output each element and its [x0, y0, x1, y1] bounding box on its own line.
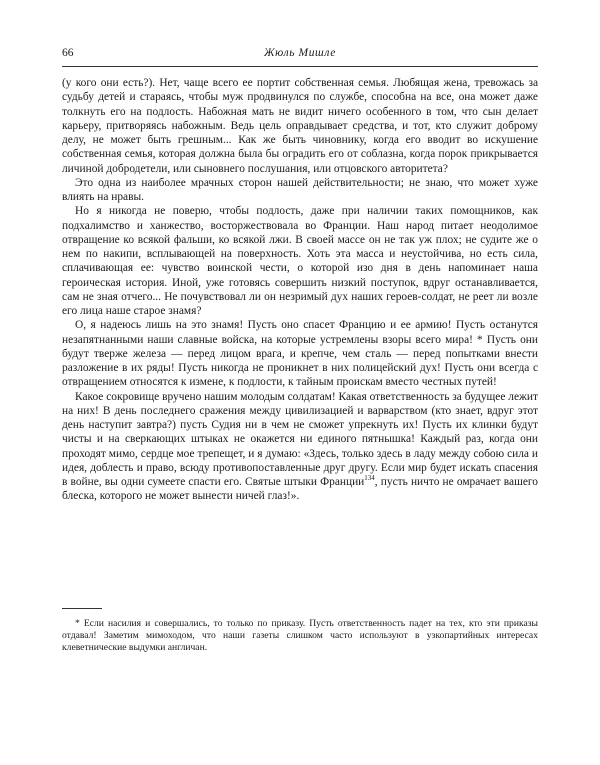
- paragraph: (у кого они есть?). Нет, чаще всего ее портит собственная семья. Любящая жена, тревожась за судьбу детей и стараясь, чтобы муж продвинулся по службе, способна на все, она может даже толкнуть его на подлость. Набожная мать не видит ничего особенного в том, что сын делает карьеру, притворяясь набожным. Ведь цель оправдывает средства, и тот, кто служит доброму делу, не может быть грешным... Как же быть чиновнику, когда его вводит во искушение собственная семья, которая должна была бы оградить его от соблазна, когда порок прикрывается личиной добродетели, или сыновнего послушания, или отцовского авторитета?: [62, 77, 538, 175]
- note-reference: 134: [364, 474, 375, 483]
- running-title: Жюль Мишле: [264, 47, 336, 59]
- paragraph: Но я никогда не поверю, чтобы подлость, даже при наличии таких помощников, как подхалимство и ханжество, восторжествовала во Франции. Наш народ питает неодолимое отвращение ко всякой фальши, ко всякой лжи. В своей массе он не так уж плох; не судите же о нем по накипи, всплывающей на поверхность. Хоть эта масса и неустойчива, но есть сила, сплачивающая ее: чувство воинской чести, о которой изо дня в день напоминает наша героическая история. Иной, уже готовясь совершить низкий поступок, вдруг останавливается, сам не зная отчего... Не почувствовал ли он незримый дух наших героев-солдат, не реет ли возле его лица наше старое знамя?: [62, 205, 538, 317]
- footnote: * Если насилия и совершались, то только по приказу. Пусть ответственность падет на тех, кто эти приказы отдавал! Заметим мимоходом, что наши газеты слишком часто используют в узкопартийных интересах клеветнические выдумки англичан.: [62, 618, 538, 653]
- paragraph-text: Какое сокровище вручено нашим молодым солдатам! Какая ответственность за будущее лежит на них! В день последнего сражения между цивилизацией и варварством (кто знает, вдруг этот день наступит завтра?) пусть Судия ни в чем не сможет упрекнуть их! Пусть их клинки будут чисты и на сверкающих штыках не окажется ни единого пятнышка! Каждый раз, когда они проходят мимо, сердце мое трепещет, и я думаю: «Здесь, только здесь в ладу между собою сила и идея, доблесть и право, всюду противопоставленные друг другу. Если мир будет искать спасения в войне, вы одни сумеете спасти его. Святые штыки Франции: [62, 390, 538, 488]
- main-text: [62, 76, 538, 504]
- paragraph: [62, 390, 538, 504]
- page-header: [62, 47, 538, 65]
- paragraph: Это одна из наиболее мрачных сторон нашей действительности; не знаю, что может хуже влиять на нравы.: [62, 176, 538, 203]
- paragraph: О, я надеюсь лишь на это знамя! Пусть оно спасет Францию и ее армию! Пусть останутся незапятнанными наши славные войска, на которые устремлены взоры всего мира! * Пусть они будут тверже железа — перед лицом врага, и крепче, чем сталь — перед попытками внести разложение в их ряды! Пусть никогда не проникнет в них полицейский дух! Пусть они всегда с отвращением относятся к измене, к подлости, к тайным проискам вместо честных путей!: [62, 319, 538, 389]
- footnote-rule: [62, 608, 102, 609]
- page-number: 66: [62, 47, 74, 59]
- paragraph-text: , пусть ничто не омрачает вашего блеска, которого не может вынести ничей глаз!».: [62, 476, 538, 503]
- header-rule: [62, 66, 538, 67]
